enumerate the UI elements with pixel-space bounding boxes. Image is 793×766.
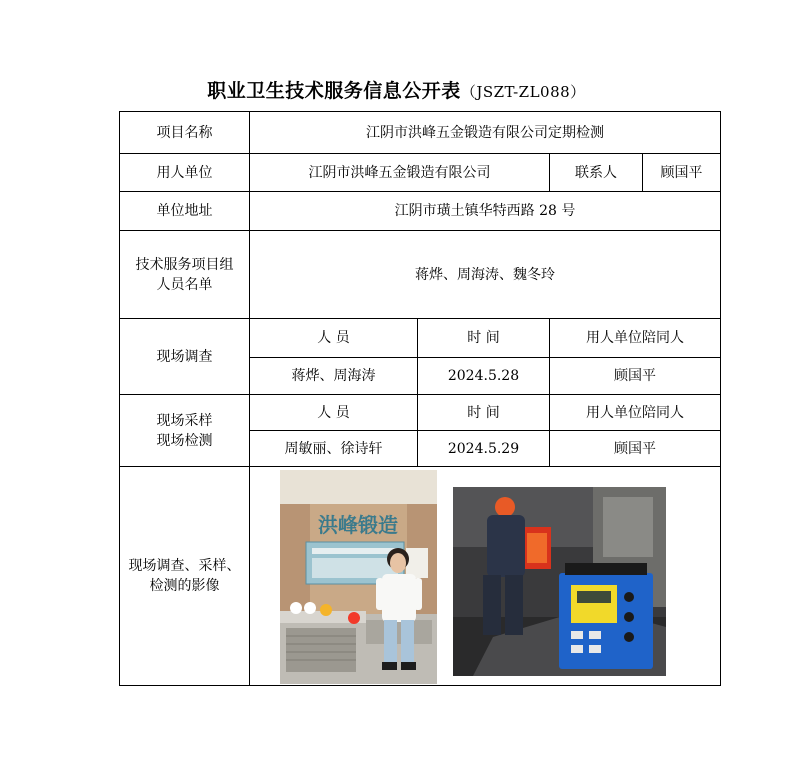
site-photo-survey xyxy=(280,470,437,684)
project-name-value: 江阴市洪峰五金锻造有限公司定期检测 xyxy=(250,112,721,154)
images-label-line2: 检测的影像 xyxy=(149,578,220,594)
sampling-col-time: 时 间 xyxy=(418,395,550,431)
page-title xyxy=(0,76,793,103)
team-value: 蒋烨、周海涛、魏冬玲 xyxy=(250,231,721,319)
site-photo-sampling-graphic xyxy=(453,487,666,676)
site-photo-sampling xyxy=(453,487,666,676)
sampling-col-person: 人 员 xyxy=(250,395,418,431)
team-label-line1: 技术服务项目组 xyxy=(135,256,234,273)
site-photo-survey-graphic xyxy=(280,470,437,684)
row-survey-header xyxy=(120,319,721,358)
survey-col-escort: 用人单位陪同人 xyxy=(550,319,721,358)
sampling-escort: 顾国平 xyxy=(550,431,721,467)
survey-time: 2024.5.28 xyxy=(418,358,550,395)
sampling-col-escort: 用人单位陪同人 xyxy=(550,395,721,431)
sampling-label-line2: 现场检测 xyxy=(156,432,213,449)
contact-label: 联系人 xyxy=(550,154,643,192)
employer-label: 用人单位 xyxy=(120,154,250,192)
row-employer xyxy=(120,154,721,192)
survey-col-person: 人 员 xyxy=(250,319,418,358)
team-label-line2: 人员名单 xyxy=(156,276,213,293)
images-label xyxy=(120,467,250,686)
survey-person: 蒋烨、周海涛 xyxy=(250,358,418,395)
address-label: 单位地址 xyxy=(120,192,250,231)
employer-value: 江阴市洪峰五金锻造有限公司 xyxy=(250,154,550,192)
survey-label: 现场调查 xyxy=(120,319,250,395)
address-value: 江阴市璜土镇华特西路 28 号 xyxy=(250,192,721,231)
company-sign-text: 洪峰锻造 xyxy=(318,513,398,537)
team-label xyxy=(120,231,250,319)
contact-value: 顾国平 xyxy=(643,154,721,192)
row-team xyxy=(120,231,721,319)
title-main: 职业卫生技术服务信息公开表 xyxy=(207,80,461,102)
survey-escort: 顾国平 xyxy=(550,358,721,395)
row-address xyxy=(120,192,721,231)
sampling-label xyxy=(120,395,250,467)
images-label-line1: 现场调查、采样、 xyxy=(128,558,241,574)
survey-col-time: 时 间 xyxy=(418,319,550,358)
sampling-time: 2024.5.29 xyxy=(418,431,550,467)
row-project-name xyxy=(120,112,721,154)
title-code: （JSZT-ZL088） xyxy=(460,83,586,101)
sampling-label-line1: 现场采样 xyxy=(156,412,213,429)
row-sampling-header xyxy=(120,395,721,431)
sampling-person: 周敏丽、徐诗轩 xyxy=(250,431,418,467)
project-name-label: 项目名称 xyxy=(120,112,250,154)
